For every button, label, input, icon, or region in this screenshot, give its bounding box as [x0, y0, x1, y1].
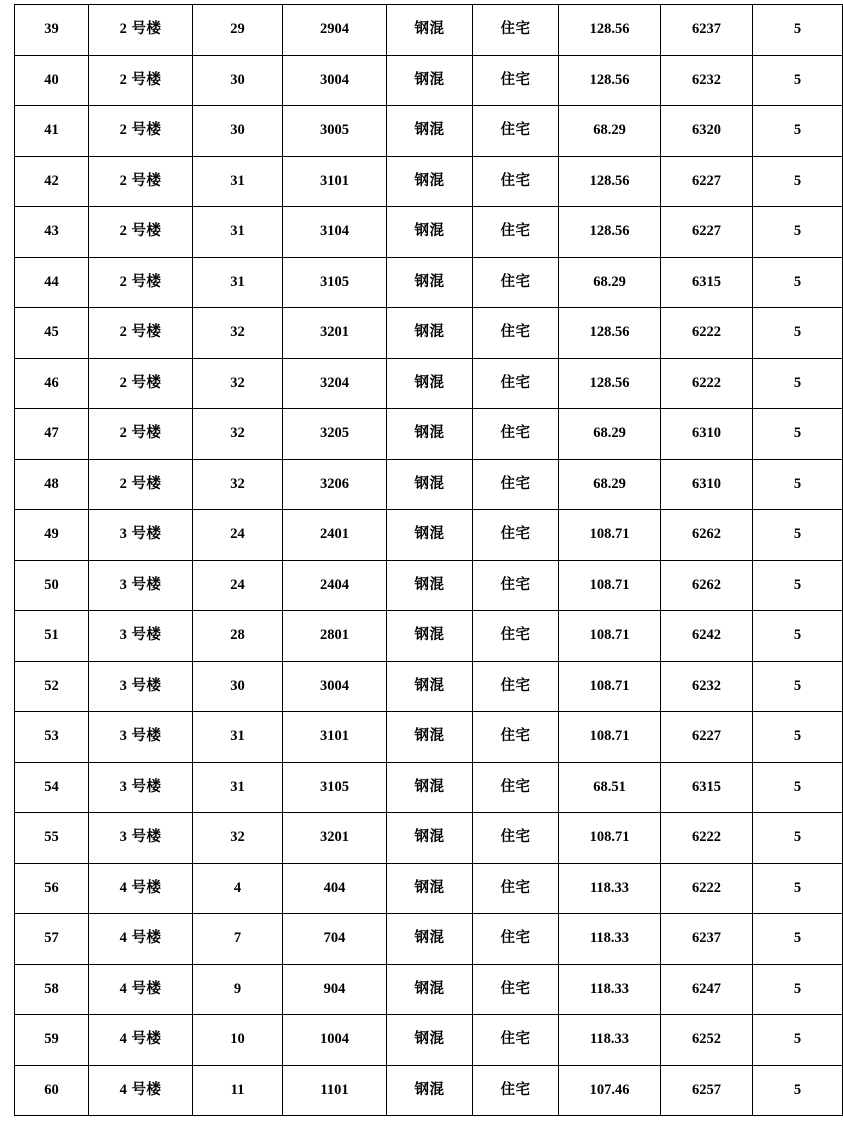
table-cell: 4 号楼 — [89, 914, 193, 965]
table-row — [15, 611, 843, 662]
table-cell: 128.56 — [559, 156, 661, 207]
table-row — [15, 1015, 843, 1066]
table-cell: 2 号楼 — [89, 207, 193, 258]
table-cell: 32 — [193, 813, 283, 864]
table-cell: 2 号楼 — [89, 156, 193, 207]
table-cell: 107.46 — [559, 1065, 661, 1116]
table-cell: 6242 — [661, 611, 753, 662]
table-cell: 68.51 — [559, 762, 661, 813]
table-cell: 6227 — [661, 712, 753, 763]
table-cell: 6315 — [661, 257, 753, 308]
table-cell: 钢混 — [387, 358, 473, 409]
table-cell: 2401 — [283, 510, 387, 561]
table-cell: 5 — [753, 409, 843, 460]
table-cell: 55 — [15, 813, 89, 864]
table-cell: 108.71 — [559, 560, 661, 611]
table-cell: 3205 — [283, 409, 387, 460]
table-row — [15, 914, 843, 965]
table-cell: 住宅 — [473, 611, 559, 662]
table-cell: 2 号楼 — [89, 55, 193, 106]
table-cell: 3004 — [283, 55, 387, 106]
table-cell: 32 — [193, 358, 283, 409]
table-row — [15, 813, 843, 864]
table-row — [15, 762, 843, 813]
table-cell: 31 — [193, 712, 283, 763]
table-cell: 3 号楼 — [89, 560, 193, 611]
table-row — [15, 308, 843, 359]
document-page — [0, 4, 802, 1123]
table-cell: 住宅 — [473, 459, 559, 510]
table-cell: 3204 — [283, 358, 387, 409]
table-cell: 24 — [193, 510, 283, 561]
table-cell: 68.29 — [559, 409, 661, 460]
table-row — [15, 55, 843, 106]
table-cell: 6222 — [661, 308, 753, 359]
table-cell: 1004 — [283, 1015, 387, 1066]
table-cell: 2 号楼 — [89, 257, 193, 308]
table-row — [15, 661, 843, 712]
table-row — [15, 560, 843, 611]
property-listing-table — [14, 4, 843, 1116]
table-cell: 2 号楼 — [89, 308, 193, 359]
table-cell: 4 号楼 — [89, 1065, 193, 1116]
table-cell: 2 号楼 — [89, 409, 193, 460]
table-cell: 108.71 — [559, 661, 661, 712]
table-cell: 住宅 — [473, 560, 559, 611]
table-cell: 住宅 — [473, 914, 559, 965]
table-cell: 住宅 — [473, 712, 559, 763]
table-cell: 3 号楼 — [89, 661, 193, 712]
table-cell: 钢混 — [387, 156, 473, 207]
table-cell: 6247 — [661, 964, 753, 1015]
table-cell: 钢混 — [387, 257, 473, 308]
table-body — [15, 5, 843, 1116]
table-cell: 3201 — [283, 308, 387, 359]
table-cell: 40 — [15, 55, 89, 106]
table-cell: 住宅 — [473, 813, 559, 864]
table-cell: 钢混 — [387, 1015, 473, 1066]
table-cell: 39 — [15, 5, 89, 56]
table-cell: 57 — [15, 914, 89, 965]
table-cell: 3105 — [283, 257, 387, 308]
table-cell: 32 — [193, 308, 283, 359]
table-cell: 24 — [193, 560, 283, 611]
table-cell: 5 — [753, 914, 843, 965]
table-cell: 2 号楼 — [89, 459, 193, 510]
table-row — [15, 1065, 843, 1116]
table-cell: 住宅 — [473, 5, 559, 56]
table-cell: 3 号楼 — [89, 762, 193, 813]
table-cell: 6310 — [661, 459, 753, 510]
table-cell: 9 — [193, 964, 283, 1015]
table-cell: 68.29 — [559, 106, 661, 157]
table-cell: 32 — [193, 409, 283, 460]
table-cell: 47 — [15, 409, 89, 460]
table-cell: 48 — [15, 459, 89, 510]
table-cell: 50 — [15, 560, 89, 611]
table-cell: 5 — [753, 459, 843, 510]
table-cell: 6262 — [661, 560, 753, 611]
table-cell: 钢混 — [387, 560, 473, 611]
table-cell: 钢混 — [387, 459, 473, 510]
table-row — [15, 257, 843, 308]
table-cell: 30 — [193, 106, 283, 157]
table-cell: 118.33 — [559, 863, 661, 914]
table-cell: 住宅 — [473, 156, 559, 207]
table-cell: 3201 — [283, 813, 387, 864]
table-cell: 3 号楼 — [89, 510, 193, 561]
table-cell: 60 — [15, 1065, 89, 1116]
table-cell: 10 — [193, 1015, 283, 1066]
table-cell: 5 — [753, 762, 843, 813]
table-cell: 58 — [15, 964, 89, 1015]
table-cell: 2404 — [283, 560, 387, 611]
table-cell: 钢混 — [387, 964, 473, 1015]
table-cell: 1101 — [283, 1065, 387, 1116]
table-cell: 5 — [753, 611, 843, 662]
table-cell: 5 — [753, 964, 843, 1015]
table-cell: 住宅 — [473, 257, 559, 308]
table-cell: 53 — [15, 712, 89, 763]
table-cell: 31 — [193, 257, 283, 308]
table-cell: 5 — [753, 257, 843, 308]
table-cell: 5 — [753, 207, 843, 258]
table-cell: 6237 — [661, 914, 753, 965]
table-row — [15, 106, 843, 157]
table-cell: 住宅 — [473, 55, 559, 106]
table-cell: 钢混 — [387, 409, 473, 460]
table-cell: 904 — [283, 964, 387, 1015]
table-cell: 3104 — [283, 207, 387, 258]
table-cell: 3101 — [283, 156, 387, 207]
table-cell: 5 — [753, 712, 843, 763]
table-row — [15, 712, 843, 763]
table-cell: 32 — [193, 459, 283, 510]
table-cell: 56 — [15, 863, 89, 914]
table-cell: 钢混 — [387, 1065, 473, 1116]
table-cell: 钢混 — [387, 661, 473, 712]
table-cell: 404 — [283, 863, 387, 914]
table-cell: 4 — [193, 863, 283, 914]
table-cell: 6252 — [661, 1015, 753, 1066]
table-cell: 6222 — [661, 813, 753, 864]
table-cell: 11 — [193, 1065, 283, 1116]
table-cell: 108.71 — [559, 510, 661, 561]
table-cell: 128.56 — [559, 55, 661, 106]
table-cell: 59 — [15, 1015, 89, 1066]
table-cell: 6232 — [661, 55, 753, 106]
table-cell: 2 号楼 — [89, 5, 193, 56]
table-cell: 108.71 — [559, 813, 661, 864]
table-cell: 6310 — [661, 409, 753, 460]
table-cell: 5 — [753, 55, 843, 106]
table-cell: 28 — [193, 611, 283, 662]
table-cell: 41 — [15, 106, 89, 157]
table-row — [15, 409, 843, 460]
table-cell: 4 号楼 — [89, 1015, 193, 1066]
table-cell: 5 — [753, 1015, 843, 1066]
table-cell: 118.33 — [559, 1015, 661, 1066]
table-cell: 7 — [193, 914, 283, 965]
table-cell: 6237 — [661, 5, 753, 56]
table-cell: 3101 — [283, 712, 387, 763]
table-cell: 3004 — [283, 661, 387, 712]
table-cell: 钢混 — [387, 5, 473, 56]
table-cell: 3 号楼 — [89, 611, 193, 662]
table-cell: 住宅 — [473, 661, 559, 712]
table-cell: 128.56 — [559, 5, 661, 56]
table-cell: 2 号楼 — [89, 106, 193, 157]
table-cell: 住宅 — [473, 1015, 559, 1066]
table-cell: 3005 — [283, 106, 387, 157]
table-cell: 45 — [15, 308, 89, 359]
table-cell: 704 — [283, 914, 387, 965]
table-cell: 3206 — [283, 459, 387, 510]
table-cell: 128.56 — [559, 207, 661, 258]
table-cell: 钢混 — [387, 762, 473, 813]
table-cell: 6227 — [661, 207, 753, 258]
table-row — [15, 964, 843, 1015]
table-cell: 52 — [15, 661, 89, 712]
table-cell: 54 — [15, 762, 89, 813]
table-cell: 钢混 — [387, 106, 473, 157]
table-cell: 住宅 — [473, 964, 559, 1015]
table-cell: 6227 — [661, 156, 753, 207]
table-cell: 51 — [15, 611, 89, 662]
table-cell: 31 — [193, 762, 283, 813]
table-cell: 128.56 — [559, 358, 661, 409]
table-cell: 5 — [753, 156, 843, 207]
table-cell: 钢混 — [387, 712, 473, 763]
table-cell: 6320 — [661, 106, 753, 157]
table-cell: 6257 — [661, 1065, 753, 1116]
table-cell: 住宅 — [473, 1065, 559, 1116]
table-cell: 5 — [753, 5, 843, 56]
table-cell: 5 — [753, 661, 843, 712]
table-cell: 钢混 — [387, 813, 473, 864]
table-cell: 住宅 — [473, 207, 559, 258]
table-cell: 5 — [753, 510, 843, 561]
table-cell: 118.33 — [559, 964, 661, 1015]
table-cell: 46 — [15, 358, 89, 409]
table-cell: 4 号楼 — [89, 863, 193, 914]
table-cell: 68.29 — [559, 257, 661, 308]
table-cell: 钢混 — [387, 863, 473, 914]
table-row — [15, 863, 843, 914]
table-row — [15, 510, 843, 561]
table-cell: 128.56 — [559, 308, 661, 359]
table-cell: 5 — [753, 863, 843, 914]
table-cell: 118.33 — [559, 914, 661, 965]
table-cell: 住宅 — [473, 409, 559, 460]
table-row — [15, 358, 843, 409]
table-cell: 2904 — [283, 5, 387, 56]
table-cell: 2801 — [283, 611, 387, 662]
table-row — [15, 459, 843, 510]
table-cell: 31 — [193, 156, 283, 207]
table-cell: 住宅 — [473, 106, 559, 157]
table-cell: 5 — [753, 308, 843, 359]
table-cell: 6232 — [661, 661, 753, 712]
table-cell: 68.29 — [559, 459, 661, 510]
table-cell: 6262 — [661, 510, 753, 561]
table-cell: 30 — [193, 55, 283, 106]
table-cell: 108.71 — [559, 611, 661, 662]
table-cell: 5 — [753, 358, 843, 409]
table-cell: 钢混 — [387, 308, 473, 359]
table-cell: 43 — [15, 207, 89, 258]
table-cell: 30 — [193, 661, 283, 712]
table-row — [15, 207, 843, 258]
table-row — [15, 5, 843, 56]
table-cell: 2 号楼 — [89, 358, 193, 409]
table-cell: 住宅 — [473, 510, 559, 561]
table-cell: 4 号楼 — [89, 964, 193, 1015]
table-cell: 44 — [15, 257, 89, 308]
table-cell: 5 — [753, 560, 843, 611]
table-cell: 住宅 — [473, 863, 559, 914]
table-cell: 3 号楼 — [89, 813, 193, 864]
table-cell: 住宅 — [473, 358, 559, 409]
table-cell: 31 — [193, 207, 283, 258]
table-cell: 5 — [753, 1065, 843, 1116]
table-cell: 42 — [15, 156, 89, 207]
table-cell: 5 — [753, 813, 843, 864]
table-cell: 钢混 — [387, 510, 473, 561]
table-cell: 住宅 — [473, 762, 559, 813]
table-cell: 6222 — [661, 863, 753, 914]
table-row — [15, 156, 843, 207]
table-cell: 49 — [15, 510, 89, 561]
table-cell: 3 号楼 — [89, 712, 193, 763]
table-cell: 钢混 — [387, 611, 473, 662]
table-cell: 3105 — [283, 762, 387, 813]
table-cell: 住宅 — [473, 308, 559, 359]
table-cell: 6315 — [661, 762, 753, 813]
table-cell: 钢混 — [387, 207, 473, 258]
table-cell: 钢混 — [387, 914, 473, 965]
table-cell: 29 — [193, 5, 283, 56]
table-cell: 6222 — [661, 358, 753, 409]
table-cell: 108.71 — [559, 712, 661, 763]
table-cell: 钢混 — [387, 55, 473, 106]
table-cell: 5 — [753, 106, 843, 157]
